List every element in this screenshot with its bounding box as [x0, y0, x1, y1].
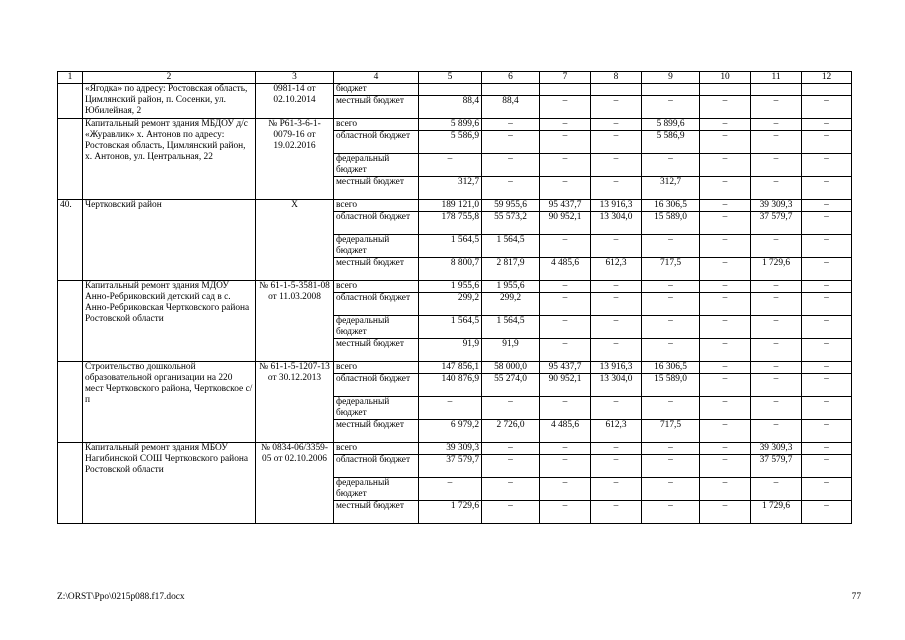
funding-source: местный бюджет — [334, 177, 419, 200]
table-row — [58, 281, 852, 293]
table-row — [58, 362, 852, 374]
amount-cell: – — [540, 397, 591, 420]
amount-cell: – — [642, 96, 700, 119]
amount-cell: – — [700, 212, 751, 235]
amount-cell: – — [802, 177, 852, 200]
column-number-12: 12 — [802, 72, 852, 84]
amount-cell: – — [802, 154, 852, 177]
amount-cell: 1 564,5 — [482, 316, 540, 339]
amount-cell: – — [751, 420, 802, 443]
amount-cell: – — [642, 455, 700, 478]
amount-cell: – — [751, 293, 802, 316]
amount-cell: – — [591, 316, 642, 339]
amount-cell: – — [802, 420, 852, 443]
item-number — [58, 281, 83, 362]
amount-cell: – — [802, 397, 852, 420]
amount-cell: 90 952,1 — [540, 374, 591, 397]
amount-cell — [419, 84, 482, 96]
amount-cell: 1 955,6 — [419, 281, 482, 293]
item-number — [58, 362, 83, 443]
amount-cell: – — [540, 316, 591, 339]
table-row — [58, 443, 852, 455]
amount-cell: – — [591, 96, 642, 119]
item-number — [58, 84, 83, 119]
amount-cell: – — [700, 281, 751, 293]
amount-cell: 88,4 — [419, 96, 482, 119]
amount-cell: – — [591, 501, 642, 524]
amount-cell: – — [642, 316, 700, 339]
amount-cell: – — [751, 316, 802, 339]
amount-cell: 39 309,3 — [419, 443, 482, 455]
amount-cell — [802, 84, 852, 96]
amount-cell — [751, 84, 802, 96]
column-number-5: 5 — [419, 72, 482, 84]
amount-cell: – — [802, 258, 852, 281]
amount-cell: – — [591, 455, 642, 478]
amount-cell: 16 306,5 — [642, 362, 700, 374]
amount-cell: 95 437,7 — [540, 362, 591, 374]
amount-cell: 299,2 — [419, 293, 482, 316]
amount-cell: – — [802, 281, 852, 293]
amount-cell: – — [482, 455, 540, 478]
amount-cell: – — [751, 131, 802, 154]
amount-cell: – — [700, 455, 751, 478]
amount-cell: – — [700, 339, 751, 362]
column-number-10: 10 — [700, 72, 751, 84]
amount-cell: – — [540, 293, 591, 316]
amount-cell: 91,9 — [419, 339, 482, 362]
amount-cell: – — [591, 154, 642, 177]
amount-cell: 1 729,6 — [751, 501, 802, 524]
column-number-6: 6 — [482, 72, 540, 84]
amount-cell: – — [591, 119, 642, 131]
amount-cell: 1 564,5 — [419, 316, 482, 339]
amount-cell: – — [751, 281, 802, 293]
item-number — [58, 119, 83, 200]
amount-cell: 147 856,1 — [419, 362, 482, 374]
amount-cell: – — [700, 374, 751, 397]
column-number-8: 8 — [591, 72, 642, 84]
amount-cell: – — [802, 212, 852, 235]
amount-cell: – — [751, 374, 802, 397]
amount-cell: – — [642, 235, 700, 258]
amount-cell: 55 573,2 — [482, 212, 540, 235]
amount-cell: – — [540, 281, 591, 293]
amount-cell: – — [642, 443, 700, 455]
amount-cell: – — [540, 177, 591, 200]
amount-cell: – — [642, 293, 700, 316]
item-number — [58, 443, 83, 524]
amount-cell: – — [802, 374, 852, 397]
amount-cell: – — [591, 281, 642, 293]
amount-cell: 8 800,7 — [419, 258, 482, 281]
amount-cell: – — [482, 501, 540, 524]
amount-cell: – — [802, 478, 852, 501]
amount-cell: – — [700, 316, 751, 339]
amount-cell: – — [642, 501, 700, 524]
amount-cell: – — [802, 455, 852, 478]
funding-source: всего — [334, 281, 419, 293]
amount-cell: 717,5 — [642, 258, 700, 281]
amount-cell: – — [751, 362, 802, 374]
amount-cell — [591, 84, 642, 96]
amount-cell — [700, 84, 751, 96]
object-name: Капитальный ремонт здания МДОУ Анно-Ребриковский детский сад в с. Анно-Ребриковская Чертковского района Ростовской области — [83, 281, 256, 362]
amount-cell: – — [802, 200, 852, 212]
document-reference: № 0834-06/3359-05 от 02.10.2006 — [256, 443, 334, 524]
amount-cell: 37 579,7 — [751, 212, 802, 235]
amount-cell: – — [591, 339, 642, 362]
amount-cell: 1 564,5 — [419, 235, 482, 258]
amount-cell: 178 755,8 — [419, 212, 482, 235]
amount-cell: – — [751, 96, 802, 119]
amount-cell: – — [591, 443, 642, 455]
amount-cell: – — [482, 119, 540, 131]
amount-cell — [482, 84, 540, 96]
amount-cell: – — [700, 96, 751, 119]
amount-cell: – — [751, 397, 802, 420]
funding-source: областной бюджет — [334, 374, 419, 397]
funding-source: всего — [334, 119, 419, 131]
amount-cell: 13 916,3 — [591, 362, 642, 374]
amount-cell: – — [700, 293, 751, 316]
amount-cell: – — [482, 177, 540, 200]
amount-cell: – — [482, 478, 540, 501]
object-name: Чертковский район — [83, 200, 256, 281]
amount-cell: – — [591, 131, 642, 154]
amount-cell: 37 579,7 — [419, 455, 482, 478]
funding-source: всего — [334, 443, 419, 455]
amount-cell: 37 579,7 — [751, 455, 802, 478]
amount-cell: 58 000,0 — [482, 362, 540, 374]
amount-cell: – — [700, 478, 751, 501]
amount-cell: 312,7 — [419, 177, 482, 200]
amount-cell: – — [482, 154, 540, 177]
amount-cell: 4 485,6 — [540, 420, 591, 443]
amount-cell: 140 876,9 — [419, 374, 482, 397]
amount-cell: 312,7 — [642, 177, 700, 200]
funding-source: бюджет — [334, 84, 419, 96]
amount-cell: – — [802, 501, 852, 524]
amount-cell: – — [802, 443, 852, 455]
amount-cell: 1 729,6 — [419, 501, 482, 524]
object-name: Капитальный ремонт здания МБДОУ д/с «Журавлик» х. Антонов по адресу: Ростовская область, Цимлянский район, х. Антонов, ул. Центральная, 22 — [83, 119, 256, 200]
document-reference: № Р61-3-6-1-0079-16 от 19.02.2016 — [256, 119, 334, 200]
column-number-row — [58, 72, 852, 84]
amount-cell: – — [591, 397, 642, 420]
amount-cell: – — [700, 177, 751, 200]
amount-cell: – — [700, 119, 751, 131]
amount-cell: – — [419, 478, 482, 501]
table-row — [58, 119, 852, 131]
amount-cell: 16 306,5 — [642, 200, 700, 212]
amount-cell: – — [419, 154, 482, 177]
amount-cell: – — [540, 478, 591, 501]
amount-cell: – — [540, 501, 591, 524]
amount-cell: – — [700, 420, 751, 443]
amount-cell: – — [482, 397, 540, 420]
funding-source: федеральный бюджет — [334, 478, 419, 501]
document-reference: № 61-1-5-3581-08 от 11.03.2008 — [256, 281, 334, 362]
amount-cell: 1 564,5 — [482, 235, 540, 258]
amount-cell: – — [700, 443, 751, 455]
amount-cell: – — [802, 119, 852, 131]
amount-cell: – — [642, 397, 700, 420]
amount-cell: 299,2 — [482, 293, 540, 316]
amount-cell: – — [642, 339, 700, 362]
amount-cell: 2 817,9 — [482, 258, 540, 281]
amount-cell: 6 979,2 — [419, 420, 482, 443]
amount-cell: – — [802, 362, 852, 374]
amount-cell: 189 121,0 — [419, 200, 482, 212]
funding-source: всего — [334, 362, 419, 374]
amount-cell: 88,4 — [482, 96, 540, 119]
amount-cell: – — [540, 131, 591, 154]
funding-source: местный бюджет — [334, 96, 419, 119]
amount-cell: 5 586,9 — [419, 131, 482, 154]
amount-cell: – — [540, 154, 591, 177]
column-number-1: 1 — [58, 72, 83, 84]
amount-cell: – — [802, 316, 852, 339]
amount-cell: 13 304,0 — [591, 212, 642, 235]
funding-source: областной бюджет — [334, 131, 419, 154]
funding-source: федеральный бюджет — [334, 397, 419, 420]
item-number: 40. — [58, 200, 83, 281]
column-number-3: 3 — [256, 72, 334, 84]
amount-cell: – — [591, 293, 642, 316]
object-name: Строительство дошкольной образовательной организации на 220 мест Чертковского района, Чертковское с/п — [83, 362, 256, 443]
amount-cell: – — [700, 258, 751, 281]
amount-cell — [642, 84, 700, 96]
amount-cell: 5 586,9 — [642, 131, 700, 154]
amount-cell: 15 589,0 — [642, 212, 700, 235]
column-number-9: 9 — [642, 72, 700, 84]
funding-source: всего — [334, 200, 419, 212]
object-name: «Ягодка» по адресу: Ростовская область, Цимлянский район, п. Сосенки, ул. Юбилейная, 2 — [83, 84, 256, 119]
amount-cell: – — [419, 397, 482, 420]
amount-cell: 5 899,6 — [642, 119, 700, 131]
funding-source: областной бюджет — [334, 212, 419, 235]
amount-cell: – — [802, 96, 852, 119]
amount-cell: – — [591, 177, 642, 200]
table-row — [58, 200, 852, 212]
amount-cell: 612,3 — [591, 258, 642, 281]
column-number-2: 2 — [83, 72, 256, 84]
document-reference: № 61-1-5-1207-13 от 30.12.2013 — [256, 362, 334, 443]
amount-cell: 55 274,0 — [482, 374, 540, 397]
amount-cell: – — [700, 200, 751, 212]
amount-cell: 2 726,0 — [482, 420, 540, 443]
amount-cell: – — [802, 131, 852, 154]
amount-cell: – — [700, 397, 751, 420]
amount-cell: – — [540, 455, 591, 478]
amount-cell: 4 485,6 — [540, 258, 591, 281]
amount-cell: – — [802, 293, 852, 316]
amount-cell — [540, 84, 591, 96]
table-row — [58, 84, 852, 96]
object-name: Капитальный ремонт здания МБОУ Нагибинской СОШ Чертковского района Ростовской области — [83, 443, 256, 524]
amount-cell: 95 437,7 — [540, 200, 591, 212]
amount-cell: – — [540, 96, 591, 119]
amount-cell: – — [751, 339, 802, 362]
amount-cell: – — [700, 362, 751, 374]
amount-cell: – — [540, 235, 591, 258]
amount-cell: 39 309,3 — [751, 443, 802, 455]
amount-cell: – — [540, 119, 591, 131]
funding-source: областной бюджет — [334, 455, 419, 478]
document-reference: 0981-14 от 02.10.2014 — [256, 84, 334, 119]
amount-cell: – — [751, 154, 802, 177]
funding-source: местный бюджет — [334, 501, 419, 524]
funding-source: федеральный бюджет — [334, 316, 419, 339]
amount-cell: – — [642, 154, 700, 177]
column-number-4: 4 — [334, 72, 419, 84]
amount-cell: – — [751, 119, 802, 131]
amount-cell: 91,9 — [482, 339, 540, 362]
document-reference: Х — [256, 200, 334, 281]
amount-cell: – — [751, 235, 802, 258]
column-number-7: 7 — [540, 72, 591, 84]
amount-cell: – — [700, 235, 751, 258]
footer-file-path: Z:\ORST\Ppo\0215p088.f17.docx — [57, 592, 185, 602]
amount-cell: 90 952,1 — [540, 212, 591, 235]
amount-cell: – — [540, 443, 591, 455]
amount-cell: 717,5 — [642, 420, 700, 443]
amount-cell: 15 589,0 — [642, 374, 700, 397]
amount-cell: – — [642, 478, 700, 501]
amount-cell: – — [591, 235, 642, 258]
amount-cell: – — [751, 177, 802, 200]
amount-cell: 1 729,6 — [751, 258, 802, 281]
amount-cell: 13 916,3 — [591, 200, 642, 212]
amount-cell: – — [700, 154, 751, 177]
amount-cell: 1 955,6 — [482, 281, 540, 293]
amount-cell: 13 304,0 — [591, 374, 642, 397]
budget-table — [57, 71, 852, 524]
funding-source: областной бюджет — [334, 293, 419, 316]
funding-source: федеральный бюджет — [334, 235, 419, 258]
amount-cell: 612,3 — [591, 420, 642, 443]
column-number-11: 11 — [751, 72, 802, 84]
amount-cell: – — [751, 478, 802, 501]
funding-source: федеральный бюджет — [334, 154, 419, 177]
funding-source: местный бюджет — [334, 339, 419, 362]
amount-cell: – — [700, 131, 751, 154]
funding-source: местный бюджет — [334, 420, 419, 443]
funding-source: местный бюджет — [334, 258, 419, 281]
amount-cell: – — [540, 339, 591, 362]
amount-cell: 5 899,6 — [419, 119, 482, 131]
amount-cell: 39 309,3 — [751, 200, 802, 212]
amount-cell: – — [802, 235, 852, 258]
amount-cell: – — [482, 131, 540, 154]
amount-cell: 59 955,6 — [482, 200, 540, 212]
amount-cell: – — [482, 443, 540, 455]
amount-cell: – — [591, 478, 642, 501]
amount-cell: – — [802, 339, 852, 362]
amount-cell: – — [700, 501, 751, 524]
amount-cell: – — [642, 281, 700, 293]
footer-page-number: 77 — [851, 592, 861, 602]
